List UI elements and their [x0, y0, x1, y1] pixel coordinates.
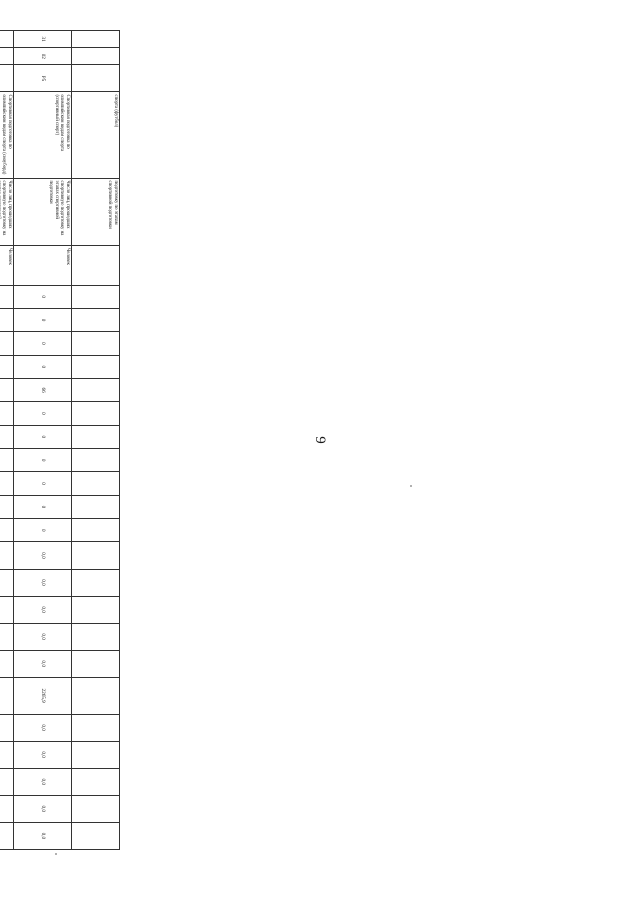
- table-cell: [72, 714, 120, 741]
- table-cell: 0: [14, 285, 72, 308]
- table-cell: 02: [14, 48, 72, 65]
- table-cell: [72, 623, 120, 650]
- table-cell: [0, 623, 14, 650]
- table-cell: Число лиц, прошедших спортивную подготовку на этапах спортивной подготовки: [14, 178, 72, 246]
- table-cell: [72, 495, 120, 518]
- table-cell: 0: [14, 519, 72, 542]
- table-cell: [72, 741, 120, 768]
- table-cell: 0,0: [14, 795, 72, 822]
- table-cell: [72, 425, 120, 448]
- table-cell: Человек: [14, 246, 72, 285]
- table-cell: [0, 519, 14, 542]
- table-cell: 0: [14, 308, 72, 331]
- table-cell: [72, 308, 120, 331]
- table-cell: [72, 677, 120, 714]
- table-cell: 0: [14, 425, 72, 448]
- table-cell: [0, 308, 14, 331]
- budget-indicator-table: [0, 30, 120, 850]
- table-cell: 31: [14, 31, 72, 48]
- table-cell: Человек: [0, 246, 14, 285]
- scan-speck: [55, 853, 57, 855]
- table-cell: [72, 472, 120, 495]
- scan-speck: [410, 485, 412, 487]
- table-cell: подготовку по этапам спортивной подготовки: [72, 178, 120, 246]
- table-cell: 0: [14, 402, 72, 425]
- table-cell: [0, 31, 14, 48]
- table-cell: [0, 596, 14, 623]
- table-cell: [72, 355, 120, 378]
- table-cell: [0, 495, 14, 518]
- table-cell: 0,0: [14, 714, 72, 741]
- table-cell: [0, 449, 14, 472]
- table-cell: [72, 48, 120, 65]
- table-cell: [72, 31, 120, 48]
- table-cell: Спортивная подготовка по олимпийским видам спорта (спортивный спорт): [14, 92, 72, 178]
- table-cell: 0,0: [14, 596, 72, 623]
- table-cell: [0, 285, 14, 308]
- table-cell: [0, 355, 14, 378]
- table-row: [72, 31, 120, 850]
- table-cell: Число лиц, прошедших спортивную подготовку на: [0, 178, 14, 246]
- table-cell: [0, 768, 14, 795]
- table-cell: [72, 285, 120, 308]
- table-cell: 0,0: [14, 623, 72, 650]
- table-cell: 0: [14, 472, 72, 495]
- table-cell: [0, 378, 14, 401]
- table-cell: 0,0: [14, 741, 72, 768]
- table-cell: 0,0: [14, 569, 72, 596]
- table-cell: [0, 650, 14, 677]
- table-cell: [0, 542, 14, 569]
- table-cell: [0, 569, 14, 596]
- table-cell: [72, 542, 120, 569]
- table-cell: 0: [14, 355, 72, 378]
- table-cell: [72, 378, 120, 401]
- table-cell: 0,0: [14, 822, 72, 849]
- table-cell: [72, 768, 120, 795]
- table-cell: 66: [14, 378, 72, 401]
- table-cell: [72, 246, 120, 285]
- table-cell: [0, 795, 14, 822]
- table-cell: [72, 569, 120, 596]
- table-cell: [0, 402, 14, 425]
- table-cell: [0, 822, 14, 849]
- table-cell: [0, 741, 14, 768]
- table-cell: спорта (футбол): [72, 92, 120, 178]
- table-cell: [0, 677, 14, 714]
- table-cell: 0,0: [14, 542, 72, 569]
- table-cell: 2265,9: [14, 677, 72, 714]
- table-cell: [72, 795, 120, 822]
- table-cell: [72, 822, 120, 849]
- table-cell: [0, 472, 14, 495]
- table-cell: [72, 65, 120, 92]
- page-number: 9: [312, 436, 328, 444]
- table-cell: [72, 650, 120, 677]
- table-cell: [0, 332, 14, 355]
- table-cell: Спортивная подготовка по олимпийским видам спорта (сноуборд): [0, 92, 14, 178]
- table-cell: [72, 449, 120, 472]
- table-cell: [0, 65, 14, 92]
- table-cell: [72, 596, 120, 623]
- table-cell: [0, 714, 14, 741]
- table-row: [14, 31, 72, 850]
- table-cell: P5: [14, 65, 72, 92]
- table-cell: [72, 332, 120, 355]
- table-cell: [72, 519, 120, 542]
- table-cell: 0,0: [14, 768, 72, 795]
- table-cell: 0: [14, 449, 72, 472]
- table-cell: 0: [14, 332, 72, 355]
- table-cell: 0: [14, 495, 72, 518]
- table-cell: [0, 425, 14, 448]
- table-row: [0, 31, 14, 850]
- table-cell: 0,0: [14, 650, 72, 677]
- table-cell: [72, 402, 120, 425]
- table-cell: [0, 48, 14, 65]
